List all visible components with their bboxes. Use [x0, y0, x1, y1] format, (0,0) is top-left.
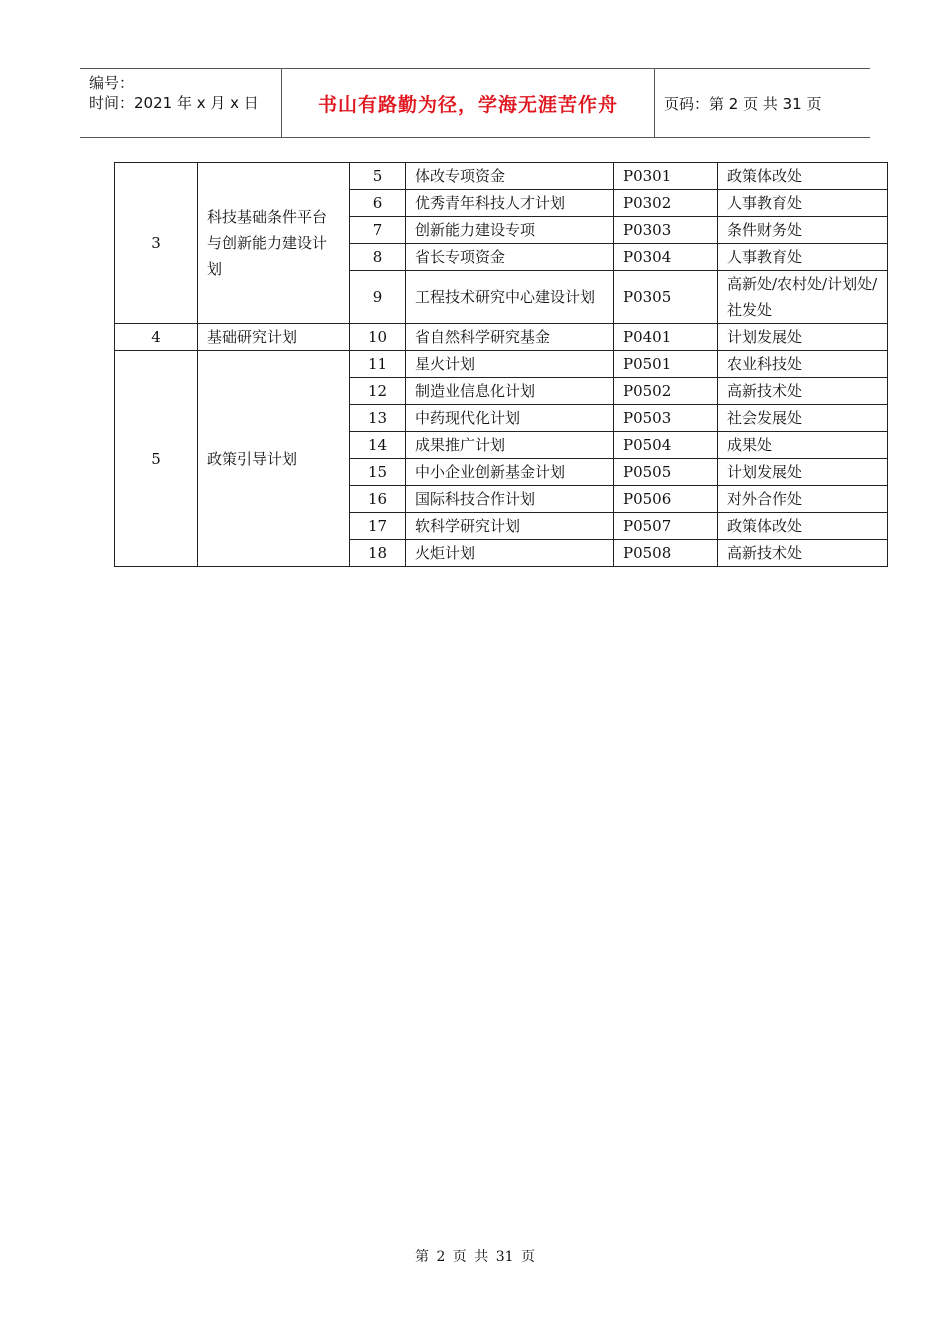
item-code-cell: P0503	[614, 405, 718, 432]
group-index-cell: 5	[115, 351, 198, 567]
document-header	[80, 68, 870, 138]
item-name-cell: 省长专项资金	[406, 244, 614, 271]
item-dept-cell: 社会发展处	[718, 405, 888, 432]
item-number-cell: 6	[350, 190, 406, 217]
item-dept-cell: 计划发展处	[718, 324, 888, 351]
item-dept-cell: 人事教育处	[718, 244, 888, 271]
item-code-cell: P0303	[614, 217, 718, 244]
group-name-cell: 基础研究计划	[198, 324, 350, 351]
item-dept-cell: 条件财务处	[718, 217, 888, 244]
item-name-cell: 软科学研究计划	[406, 513, 614, 540]
item-dept-cell: 政策体改处	[718, 513, 888, 540]
item-name-cell: 制造业信息化计划	[406, 378, 614, 405]
item-code-cell: P0305	[614, 271, 718, 324]
group-index-cell: 4	[115, 324, 198, 351]
item-dept-cell: 计划发展处	[718, 459, 888, 486]
item-number-cell: 9	[350, 271, 406, 324]
item-number-cell: 8	[350, 244, 406, 271]
item-number-cell: 10	[350, 324, 406, 351]
item-code-cell: P0504	[614, 432, 718, 459]
item-dept-cell: 政策体改处	[718, 163, 888, 190]
item-dept-cell: 高新处/农村处/计划处/社发处	[718, 271, 888, 324]
item-code-cell: P0502	[614, 378, 718, 405]
item-dept-cell: 人事教育处	[718, 190, 888, 217]
item-number-cell: 16	[350, 486, 406, 513]
item-code-cell: P0508	[614, 540, 718, 567]
item-code-cell: P0505	[614, 459, 718, 486]
time-label: 时间：2021 年 x 月 x 日	[89, 94, 259, 112]
item-dept-cell: 高新技术处	[718, 378, 888, 405]
page-label: 页码：第 2 页 共 31 页	[664, 94, 822, 113]
number-label: 编号：	[89, 74, 135, 92]
item-number-cell: 7	[350, 217, 406, 244]
item-name-cell: 工程技术研究中心建设计划	[406, 271, 614, 324]
item-code-cell: P0304	[614, 244, 718, 271]
header-motto-cell	[282, 69, 655, 137]
item-number-cell: 13	[350, 405, 406, 432]
item-number-cell: 18	[350, 540, 406, 567]
item-number-cell: 11	[350, 351, 406, 378]
item-name-cell: 火炬计划	[406, 540, 614, 567]
group-name-cell: 科技基础条件平台与创新能力建设计划	[198, 163, 350, 324]
item-dept-cell: 农业科技处	[718, 351, 888, 378]
group-name-cell: 政策引导计划	[198, 351, 350, 567]
item-code-cell: P0302	[614, 190, 718, 217]
item-number-cell: 14	[350, 432, 406, 459]
item-code-cell: P0506	[614, 486, 718, 513]
item-name-cell: 优秀青年科技人才计划	[406, 190, 614, 217]
item-name-cell: 成果推广计划	[406, 432, 614, 459]
item-name-cell: 中小企业创新基金计划	[406, 459, 614, 486]
table-row	[115, 351, 888, 378]
header-meta	[80, 69, 282, 137]
item-dept-cell: 高新技术处	[718, 540, 888, 567]
page-footer: 第 2 页 共 31 页	[415, 1249, 535, 1265]
item-name-cell: 创新能力建设专项	[406, 217, 614, 244]
table-row	[115, 324, 888, 351]
group-index-cell: 3	[115, 163, 198, 324]
item-name-cell: 中药现代化计划	[406, 405, 614, 432]
item-dept-cell: 成果处	[718, 432, 888, 459]
item-name-cell: 星火计划	[406, 351, 614, 378]
item-number-cell: 5	[350, 163, 406, 190]
item-number-cell: 12	[350, 378, 406, 405]
plan-table	[114, 162, 888, 567]
item-code-cell: P0301	[614, 163, 718, 190]
item-code-cell: P0401	[614, 324, 718, 351]
item-name-cell: 省自然科学研究基金	[406, 324, 614, 351]
item-number-cell: 17	[350, 513, 406, 540]
header-page-cell	[655, 69, 870, 137]
motto-text: 书山有路勤为径，学海无涯苦作舟	[317, 93, 618, 116]
item-name-cell: 体改专项资金	[406, 163, 614, 190]
item-dept-cell: 对外合作处	[718, 486, 888, 513]
item-number-cell: 15	[350, 459, 406, 486]
item-code-cell: P0501	[614, 351, 718, 378]
item-code-cell: P0507	[614, 513, 718, 540]
table-row	[115, 163, 888, 190]
item-name-cell: 国际科技合作计划	[406, 486, 614, 513]
